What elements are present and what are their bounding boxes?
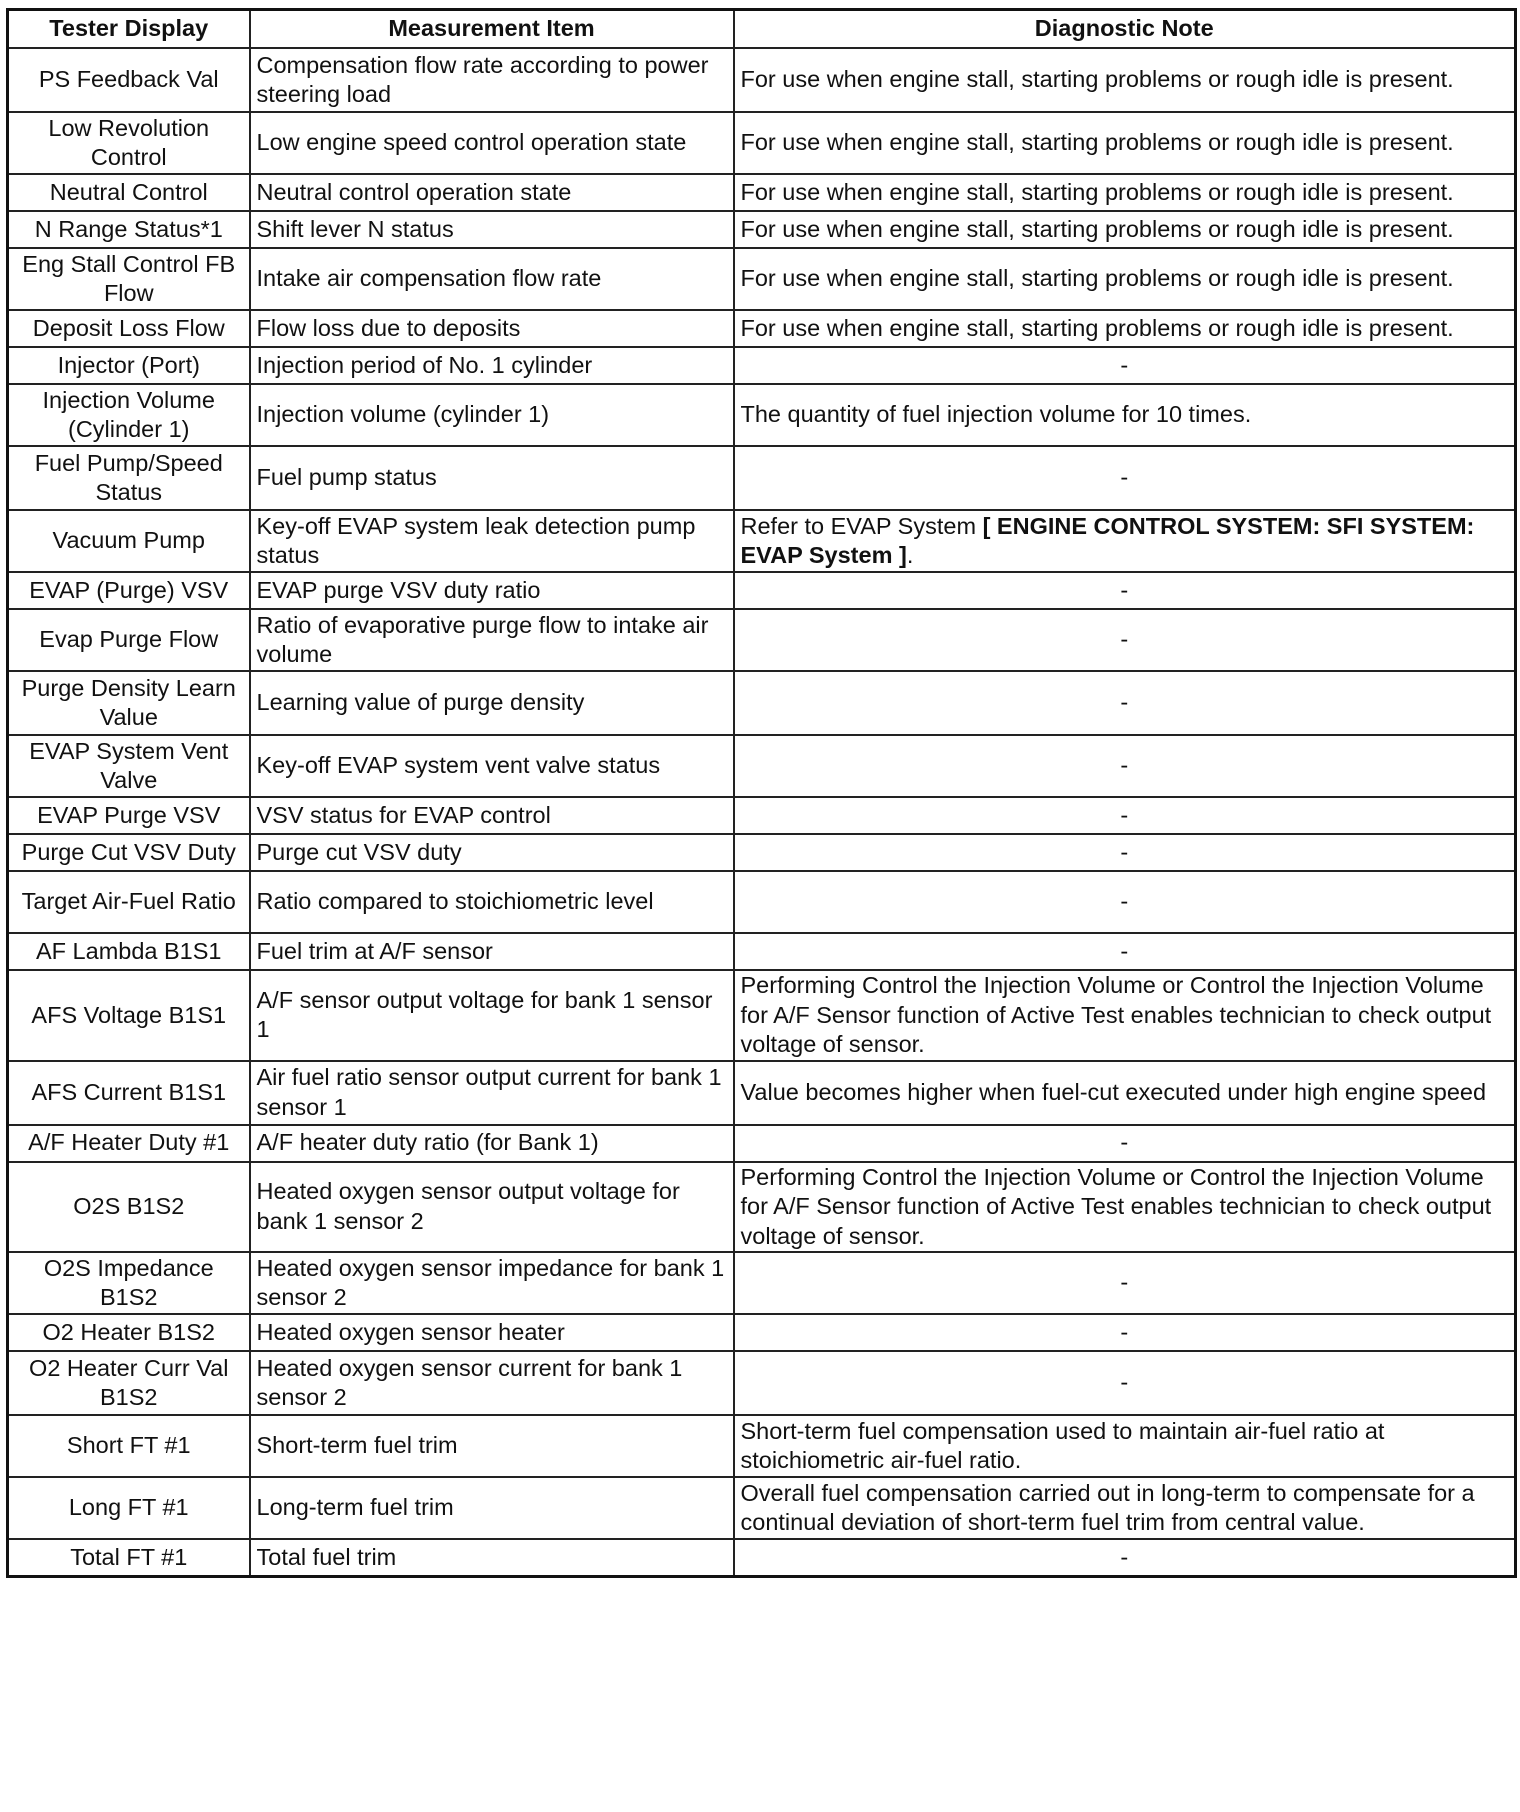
tester-display-cell: Neutral Control	[8, 174, 250, 211]
table-row	[8, 797, 1516, 834]
table-row	[8, 933, 1516, 970]
tester-display-cell: O2S Impedance B1S2	[8, 1252, 250, 1314]
header-tester-display: Tester Display	[8, 10, 250, 49]
tester-display-cell: Purge Density Learn Value	[8, 671, 250, 735]
diagnostic-note-cell: For use when engine stall, starting problems or rough idle is present.	[734, 174, 1516, 211]
table-row	[8, 572, 1516, 609]
table-row	[8, 735, 1516, 797]
diagnostic-note-cell: Short-term fuel compensation used to maintain air-fuel ratio at stoichiometric air-fuel ratio.	[734, 1415, 1516, 1477]
data-list-table	[6, 8, 1517, 1578]
measurement-item-cell: Intake air compensation flow rate	[250, 248, 734, 310]
note-text: Refer to EVAP System	[740, 512, 983, 539]
diagnostic-note-cell: -	[734, 1125, 1516, 1162]
tester-display-cell: Purge Cut VSV Duty	[8, 834, 250, 871]
measurement-item-cell: Purge cut VSV duty	[250, 834, 734, 871]
tester-display-cell: AFS Current B1S1	[8, 1061, 250, 1125]
diagnostic-note-cell: For use when engine stall, starting problems or rough idle is present.	[734, 211, 1516, 248]
tester-display-cell: AF Lambda B1S1	[8, 933, 250, 970]
diagnostic-note-cell: -	[734, 347, 1516, 384]
table-row	[8, 1162, 1516, 1253]
diagnostic-note-cell: For use when engine stall, starting problems or rough idle is present.	[734, 310, 1516, 347]
table-body	[8, 48, 1516, 1576]
table-row	[8, 1252, 1516, 1314]
measurement-item-cell: VSV status for EVAP control	[250, 797, 734, 834]
tester-display-cell: Injection Volume (Cylinder 1)	[8, 384, 250, 446]
measurement-item-cell: Low engine speed control operation state	[250, 112, 734, 174]
measurement-item-cell: Ratio of evaporative purge flow to intake air volume	[250, 609, 734, 671]
table-row	[8, 48, 1516, 112]
measurement-item-cell: A/F heater duty ratio (for Bank 1)	[250, 1125, 734, 1162]
measurement-item-cell: Heated oxygen sensor current for bank 1 sensor 2	[250, 1351, 734, 1415]
diagnostic-note-cell: -	[734, 871, 1516, 933]
table-row	[8, 1061, 1516, 1125]
tester-display-cell: EVAP System Vent Valve	[8, 735, 250, 797]
measurement-item-cell: Injection period of No. 1 cylinder	[250, 347, 734, 384]
diagnostic-note-cell: -	[734, 1314, 1516, 1351]
tester-display-cell: N Range Status*1	[8, 211, 250, 248]
tester-display-cell: Injector (Port)	[8, 347, 250, 384]
measurement-item-cell: Fuel pump status	[250, 446, 734, 510]
diagnostic-note-cell: -	[734, 735, 1516, 797]
measurement-item-cell: Key-off EVAP system leak detection pump status	[250, 510, 734, 572]
table-row	[8, 1539, 1516, 1576]
tester-display-cell: Fuel Pump/Speed Status	[8, 446, 250, 510]
table-row	[8, 1125, 1516, 1162]
tester-display-cell: Vacuum Pump	[8, 510, 250, 572]
diagnostic-note-cell: -	[734, 1351, 1516, 1415]
table-row	[8, 510, 1516, 572]
measurement-item-cell: Air fuel ratio sensor output current for bank 1 sensor 1	[250, 1061, 734, 1125]
diagnostic-note-cell	[734, 510, 1516, 572]
diagnostic-note-cell: -	[734, 1252, 1516, 1314]
measurement-item-cell: Flow loss due to deposits	[250, 310, 734, 347]
tester-display-cell: Long FT #1	[8, 1477, 250, 1539]
table-row	[8, 834, 1516, 871]
tester-display-cell: A/F Heater Duty #1	[8, 1125, 250, 1162]
measurement-item-cell: Shift lever N status	[250, 211, 734, 248]
tester-display-cell: AFS Voltage B1S1	[8, 970, 250, 1061]
measurement-item-cell: Short-term fuel trim	[250, 1415, 734, 1477]
tester-display-cell: O2S B1S2	[8, 1162, 250, 1253]
table-row	[8, 174, 1516, 211]
table-row	[8, 112, 1516, 174]
diagnostic-note-cell: -	[734, 933, 1516, 970]
table-row	[8, 1351, 1516, 1415]
measurement-item-cell: Fuel trim at A/F sensor	[250, 933, 734, 970]
measurement-item-cell: A/F sensor output voltage for bank 1 sensor 1	[250, 970, 734, 1061]
table-header-row	[8, 10, 1516, 49]
diagnostic-note-cell: For use when engine stall, starting problems or rough idle is present.	[734, 48, 1516, 112]
table-row	[8, 310, 1516, 347]
diagnostic-note-cell: -	[734, 572, 1516, 609]
measurement-item-cell: Ratio compared to stoichiometric level	[250, 871, 734, 933]
measurement-item-cell: Heated oxygen sensor output voltage for bank 1 sensor 2	[250, 1162, 734, 1253]
measurement-item-cell: Long-term fuel trim	[250, 1477, 734, 1539]
table-row	[8, 671, 1516, 735]
measurement-item-cell: EVAP purge VSV duty ratio	[250, 572, 734, 609]
tester-display-cell: Short FT #1	[8, 1415, 250, 1477]
diagnostic-note-cell: The quantity of fuel injection volume for 10 times.	[734, 384, 1516, 446]
tester-display-cell: Low Revolution Control	[8, 112, 250, 174]
tester-display-cell: Evap Purge Flow	[8, 609, 250, 671]
note-text: .	[906, 542, 914, 568]
measurement-item-cell: Key-off EVAP system vent valve status	[250, 735, 734, 797]
diagnostic-note-cell: Overall fuel compensation carried out in long-term to compensate for a continual deviation of short-term fuel trim from central value.	[734, 1477, 1516, 1539]
diagnostic-note-cell: Performing Control the Injection Volume or Control the Injection Volume for A/F Sensor function of Active Test enables technician to check output voltage of sensor.	[734, 1162, 1516, 1253]
table-row	[8, 1314, 1516, 1351]
measurement-item-cell: Injection volume (cylinder 1)	[250, 384, 734, 446]
diagnostic-note-cell: Performing Control the Injection Volume or Control the Injection Volume for A/F Sensor function of Active Test enables technician to check output voltage of sensor.	[734, 970, 1516, 1061]
measurement-item-cell: Heated oxygen sensor heater	[250, 1314, 734, 1351]
tester-display-cell: Eng Stall Control FB Flow	[8, 248, 250, 310]
reference-link[interactable]: [ ENGINE CONTROL SYSTEM: SFI SYSTEM: EVAP System ]	[740, 512, 1475, 568]
measurement-item-cell: Heated oxygen sensor impedance for bank 1 sensor 2	[250, 1252, 734, 1314]
table-row	[8, 446, 1516, 510]
table-row	[8, 1477, 1516, 1539]
table-row	[8, 609, 1516, 671]
diagnostic-note-cell: -	[734, 446, 1516, 510]
diagnostic-note-cell: -	[734, 1539, 1516, 1576]
header-measurement-item: Measurement Item	[250, 10, 734, 49]
diagnostic-note-cell: -	[734, 834, 1516, 871]
table-row	[8, 970, 1516, 1061]
tester-display-cell: Total FT #1	[8, 1539, 250, 1576]
measurement-item-cell: Learning value of purge density	[250, 671, 734, 735]
diagnostic-note-cell: -	[734, 609, 1516, 671]
diagnostic-note-cell: -	[734, 797, 1516, 834]
table-row	[8, 871, 1516, 933]
diagnostic-note-cell: For use when engine stall, starting problems or rough idle is present.	[734, 248, 1516, 310]
measurement-item-cell: Total fuel trim	[250, 1539, 734, 1576]
table-row	[8, 248, 1516, 310]
tester-display-cell: O2 Heater B1S2	[8, 1314, 250, 1351]
tester-display-cell: PS Feedback Val	[8, 48, 250, 112]
table-row	[8, 1415, 1516, 1477]
tester-display-cell: EVAP Purge VSV	[8, 797, 250, 834]
diagnostic-note-cell: -	[734, 671, 1516, 735]
tester-display-cell: O2 Heater Curr Val B1S2	[8, 1351, 250, 1415]
header-diagnostic-note: Diagnostic Note	[734, 10, 1516, 49]
table-row	[8, 347, 1516, 384]
measurement-item-cell: Compensation flow rate according to power steering load	[250, 48, 734, 112]
table-row	[8, 211, 1516, 248]
tester-display-cell: EVAP (Purge) VSV	[8, 572, 250, 609]
diagnostic-note-cell: For use when engine stall, starting problems or rough idle is present.	[734, 112, 1516, 174]
measurement-item-cell: Neutral control operation state	[250, 174, 734, 211]
tester-display-cell: Target Air-Fuel Ratio	[8, 871, 250, 933]
table-row	[8, 384, 1516, 446]
diagnostic-note-cell: Value becomes higher when fuel-cut executed under high engine speed	[734, 1061, 1516, 1125]
tester-display-cell: Deposit Loss Flow	[8, 310, 250, 347]
